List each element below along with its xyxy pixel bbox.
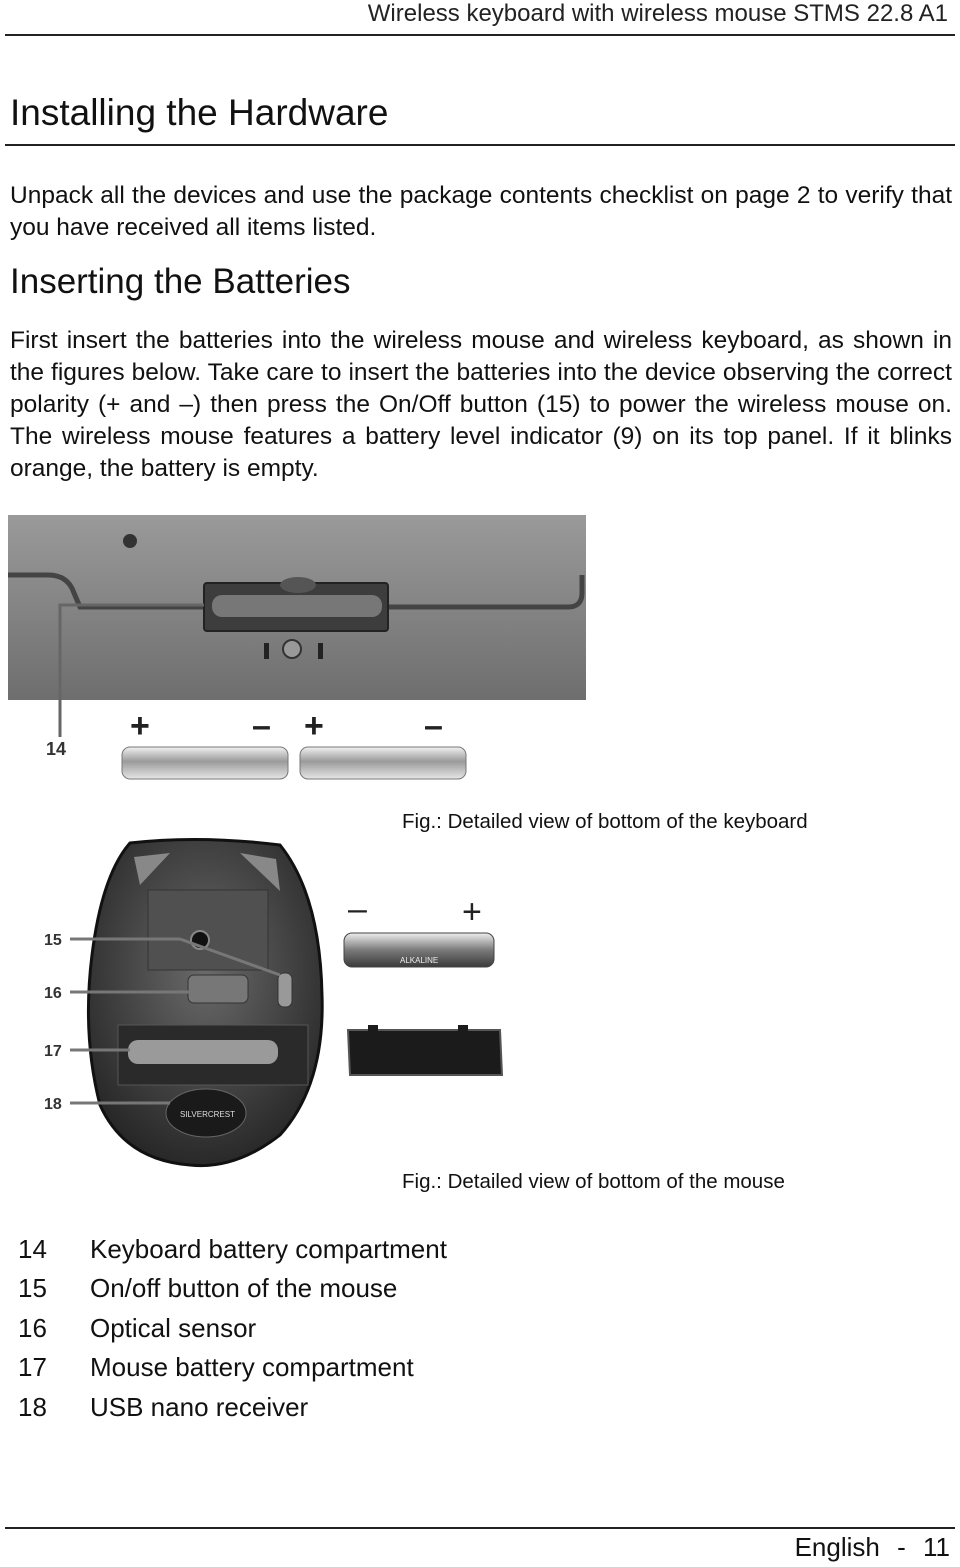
legend-number: 16 — [18, 1313, 47, 1343]
polarity-plus-2: + — [304, 707, 324, 745]
legend-row — [0, 1234, 600, 1270]
legend-number: 15 — [18, 1273, 47, 1303]
page-number: 11 — [923, 1532, 950, 1562]
legend-number: 17 — [18, 1352, 47, 1382]
screw-icon — [283, 640, 301, 658]
mouse-brand-label: SILVERCREST — [180, 1110, 235, 1119]
legend-row — [0, 1273, 600, 1309]
callout-14: 14 — [46, 739, 67, 759]
callout-15: 15 — [44, 932, 62, 949]
footer-rule — [5, 1527, 955, 1529]
intro-paragraph: Unpack all the devices and use the package contents checklist on page 2 to verify that you have received all items listed. — [10, 182, 952, 241]
footer-language: English — [794, 1532, 880, 1562]
polarity-minus: – — [348, 890, 367, 928]
polarity-plus: + — [462, 893, 482, 931]
callout-18: 18 — [44, 1096, 62, 1113]
section-rule — [5, 144, 955, 146]
legend-label: Optical sensor — [90, 1313, 257, 1343]
legend-label: Keyboard battery compartment — [90, 1234, 447, 1264]
page-footer — [795, 1532, 950, 1563]
legend-label: On/off button of the mouse — [90, 1273, 398, 1303]
polarity-minus-2: – — [424, 707, 443, 745]
legend-row — [0, 1392, 600, 1428]
legend-number: 18 — [18, 1392, 47, 1422]
header-rule — [5, 34, 955, 36]
mouse-figure-caption: Fig.: Detailed view of bottom of the mouse — [402, 1170, 785, 1193]
section-title: Installing the Hardware — [10, 92, 389, 133]
battery-brand-label: ALKALINE — [400, 956, 439, 965]
aa-battery-1 — [122, 747, 288, 779]
footer-separator: - — [897, 1532, 906, 1562]
legend-number: 14 — [18, 1234, 47, 1264]
legend-row — [0, 1352, 600, 1388]
running-header: Wireless keyboard with wireless mouse STMS 22.8 A1 — [367, 0, 948, 27]
legend-label: USB nano receiver — [90, 1392, 309, 1422]
screw-hole-icon — [123, 534, 137, 548]
legend-label: Mouse battery compartment — [90, 1352, 414, 1382]
on-off-switch — [278, 973, 292, 1007]
optical-sensor — [188, 975, 248, 1003]
keyboard-bottom-figure — [8, 515, 588, 790]
subsection-title: Inserting the Batteries — [10, 262, 351, 301]
polarity-plus-1: + — [130, 707, 150, 745]
keyboard-figure-caption: Fig.: Detailed view of bottom of the keyboard — [402, 810, 808, 833]
callout-16: 16 — [44, 985, 62, 1002]
aa-battery-2 — [300, 747, 466, 779]
legend-row — [0, 1313, 600, 1349]
mouse-bottom-figure — [30, 835, 520, 1170]
batteries-paragraph: First insert the batteries into the wireless mouse and wireless keyboard, as shown in the figures below. Take care to insert the batteries into the device observing the correct polarity (+ and –) then press the On/Off button (15) to power the wireless mouse on. The wireless mouse features a battery level indicator (9) on its top panel. If it blinks orange, the battery is empty. — [10, 327, 952, 482]
callout-17: 17 — [44, 1043, 62, 1060]
polarity-minus-1: – — [252, 707, 271, 745]
battery-cover — [348, 1030, 502, 1075]
